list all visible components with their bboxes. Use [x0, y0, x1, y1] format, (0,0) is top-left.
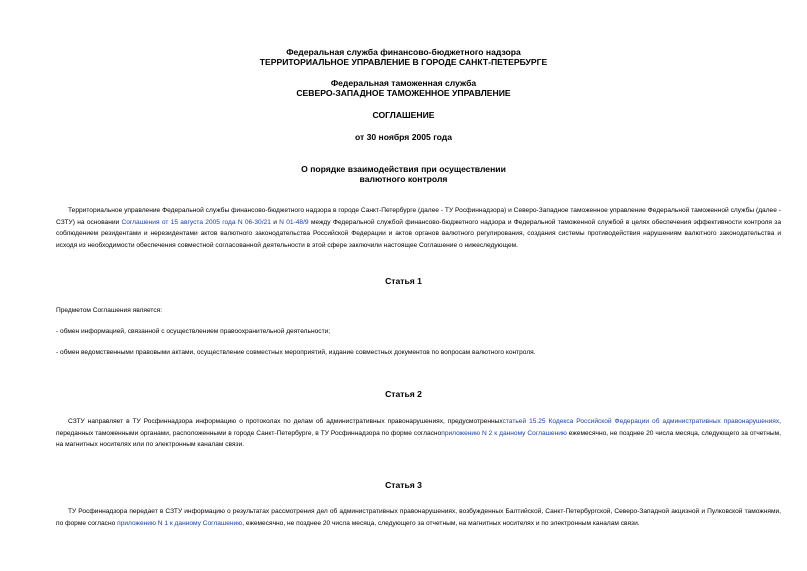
article1-intro: Предметом Соглашения является:: [56, 307, 163, 314]
article3-text: , ежемесячно, не позднее 20 числа месяца, следующего за отчетным, на магнитных носителях и по электронным каналам связи.: [242, 519, 640, 527]
article1-item: - обмен информацией, связанной с осуществлением правоохранительной деятельности;: [56, 328, 331, 335]
appendix1-link[interactable]: приложению N 1 к данному Соглашению: [117, 519, 243, 527]
preamble-text: Территориальное управление Федеральной службы финансово-бюджетного надзора в городе Санкт-Петербурге (далее - ТУ Росфиннадзора) и Северо-Западное таможенное управление Федеральной таможенной службы (далее - СЗТУ) на основании: [56, 207, 781, 226]
preamble-text: между Федеральной службой финансово-бюджетного надзора и Федеральной таможенной службой в целях обеспечения эффективности контроля за соблюдением резидентами и нерезидентами актов валютного законодательства Российской Федерации и актов органов валютного регулирования, создания системы противодействия нарушениям валютного законодательства и исходя из необходимости обеспечения совместной согласованной деятельности в этой сфере заключили настоящее Соглашение о нижеследующем.: [56, 218, 781, 249]
document-title-line2: валютного контроля: [359, 174, 448, 184]
document-date: от 30 ноября 2005 года: [354, 132, 453, 142]
article2-heading: Статья 2: [385, 389, 422, 399]
document-title-line1: О порядке взаимодействия при осуществлении: [301, 164, 506, 174]
agency1-name: Федеральная служба финансово-бюджетного надзора: [286, 47, 521, 57]
agreement-link[interactable]: Соглашения от 15 августа 2005 года N 06-30/21: [121, 218, 271, 226]
document-type: СОГЛАШЕНИЕ: [372, 110, 435, 120]
article3-heading: Статья 3: [385, 480, 422, 490]
article2-text: СЗТУ направляет в ТУ Росфиннадзора информацию о протоколах по делам об административных правонарушениях, предусмотренных: [68, 418, 503, 425]
article1-item: - обмен ведомственными правовыми актами, осуществление совместных мероприятий, издание совместных документов по вопросам валютного контроля.: [56, 349, 536, 356]
appendix2-link[interactable]: приложению N 2 к данному Соглашению: [441, 429, 567, 437]
article3-text: ТУ Росфиннадзора передает в СЗТУ информацию о результатах рассмотрения дел об административных правонарушениях, возбужденных Балтийской, Санкт-Петербургской, Северо-Западной акцизной и Пулковской таможнями, по форме согласно: [56, 508, 781, 527]
preamble-text: и: [270, 218, 280, 226]
article2-text: , переданных таможенными органами, расположенными в городе Санкт-Петербурге, в ТУ Росфиннадзора по форме согласно: [56, 418, 781, 437]
preamble-paragraph: [56, 205, 781, 251]
code-article-link[interactable]: статьей 15.25 Кодекса Российской Федерации об административных правонарушениях: [502, 418, 780, 425]
agency2-name: Федеральная таможенная служба: [330, 78, 477, 88]
agreement-number-link[interactable]: N 01-48/9: [279, 218, 309, 226]
article3-paragraph: [56, 506, 781, 529]
article1-heading: Статья 1: [385, 276, 422, 286]
agency2-unit: СЕВЕРО-ЗАПАДНОЕ ТАМОЖЕННОЕ УПРАВЛЕНИЕ: [296, 88, 511, 98]
agency1-unit: ТЕРРИТОРИАЛЬНОЕ УПРАВЛЕНИЕ В ГОРОДЕ САНКТ-ПЕТЕРБУРГЕ: [259, 57, 548, 67]
article2-text: ежемесячно, не позднее 20 числа месяца, следующего за отчетным, на магнитных носителях или по электронным каналам связи.: [56, 429, 782, 449]
article2-paragraph: [56, 416, 781, 451]
